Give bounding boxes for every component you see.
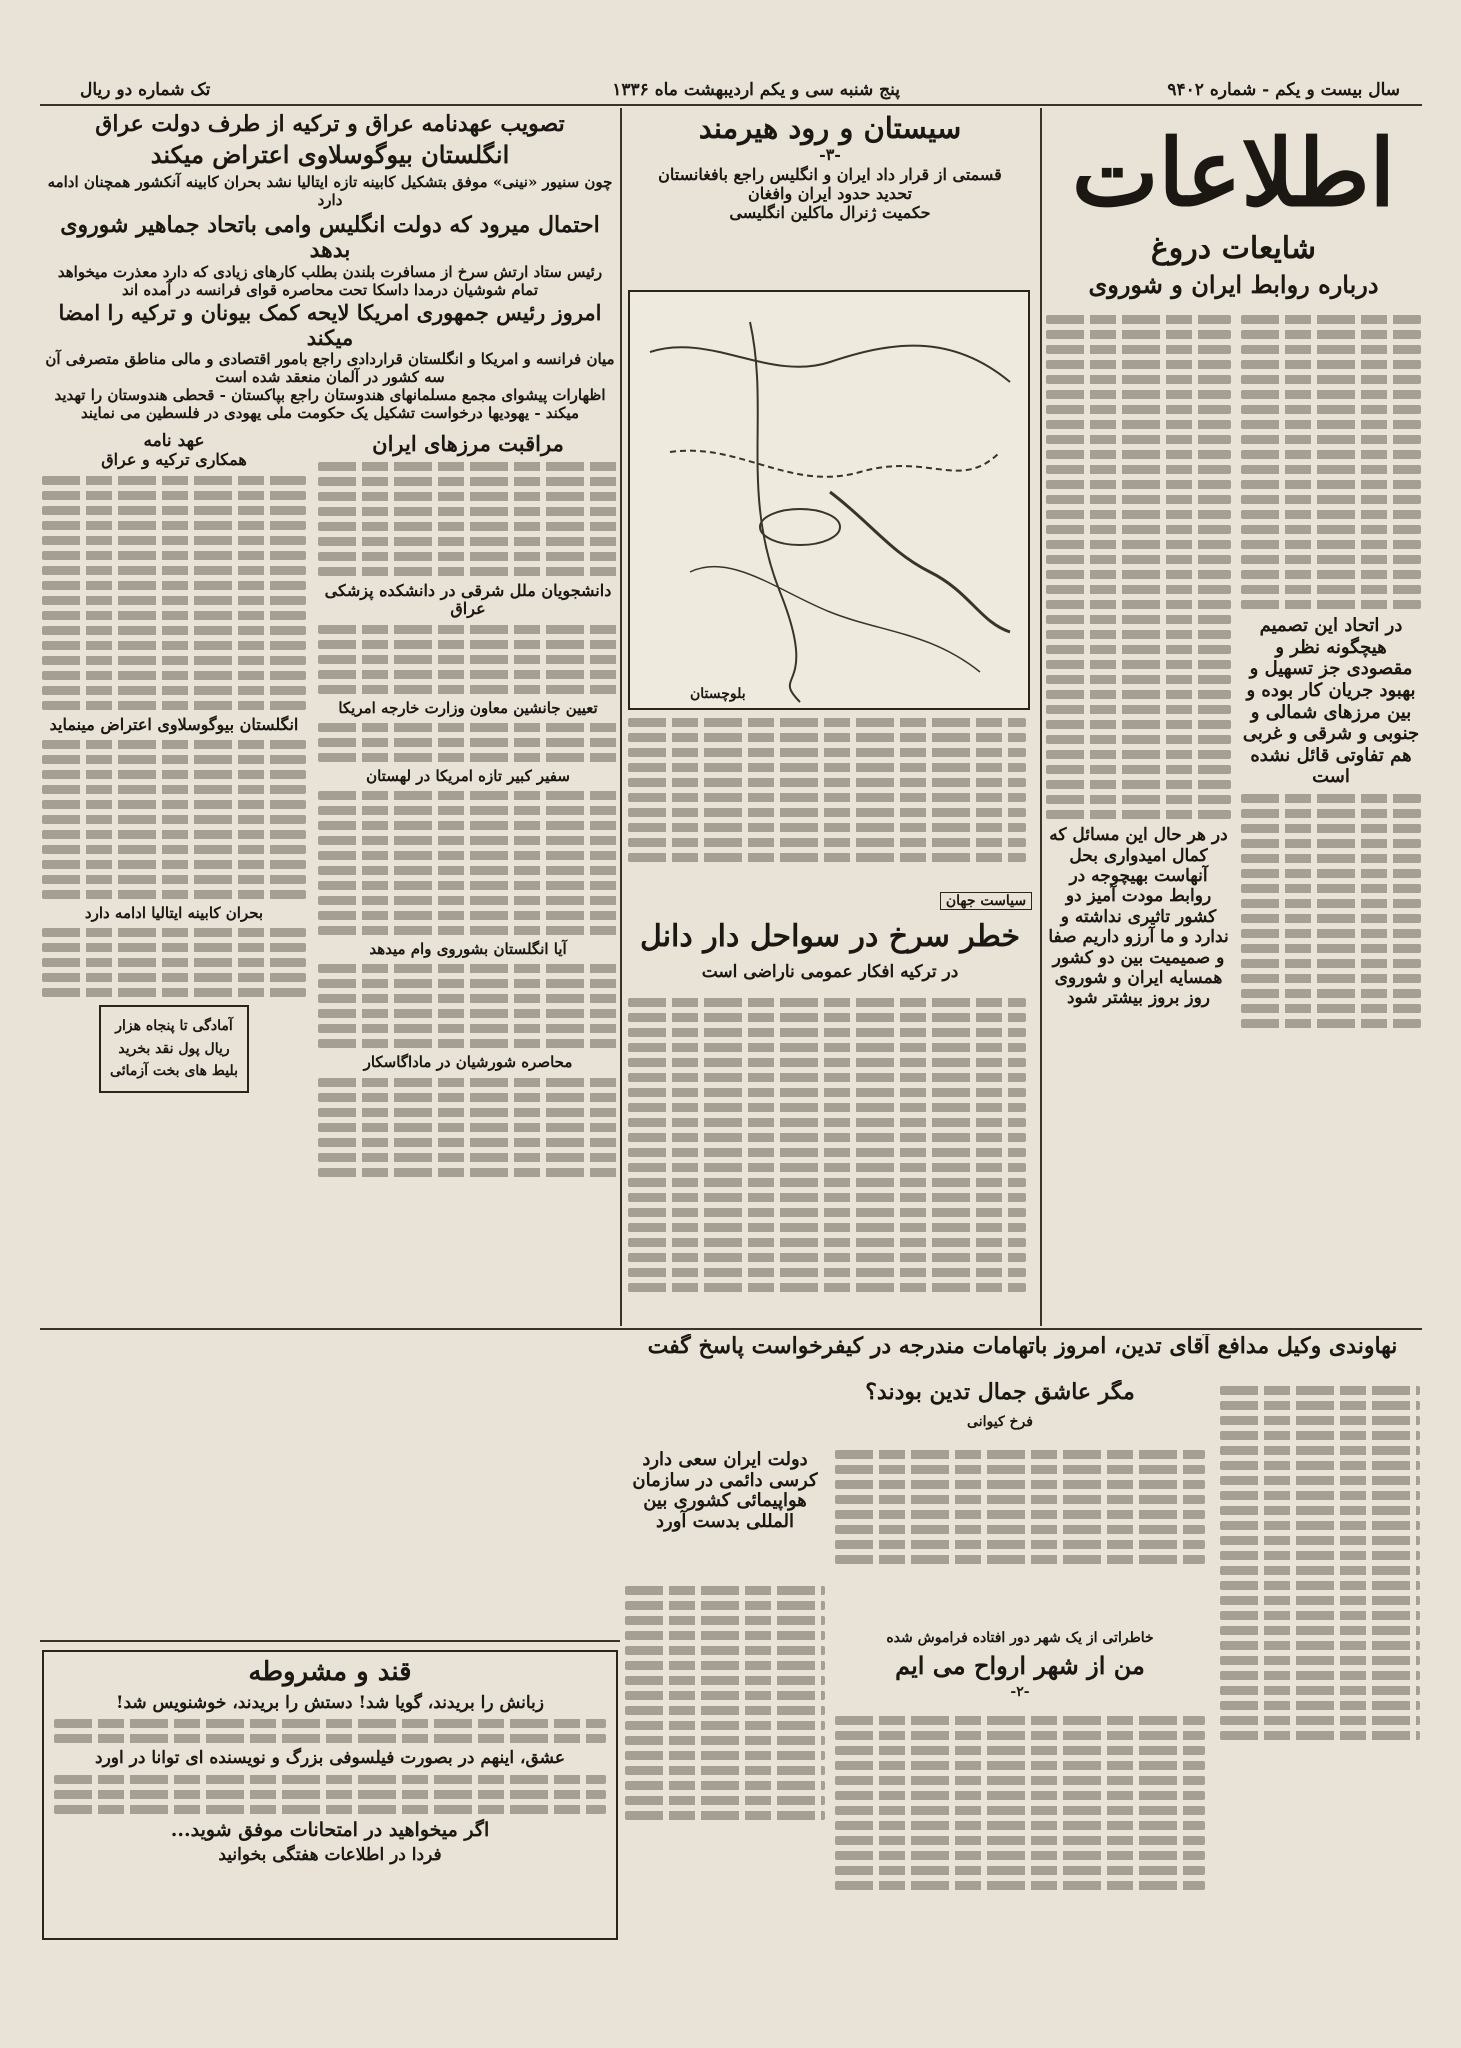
treaty-subheading: همکاری ترکیه و عراق <box>101 450 247 470</box>
issue-price: تک شماره دو ریال <box>80 80 211 100</box>
sistan-article <box>622 112 1038 1322</box>
italy-cabinet-subhead: چون سنیور «نینی» موفق بتشکیل کابینه تازه ایتالیا نشد بحران کابینه آنکشور همچنان ادامه دارد <box>47 172 613 209</box>
city-kicker: خاطراتی از یک شهر دور افتاده فراموش شده <box>886 1630 1154 1646</box>
rumors-bold-passage-2: در هر حال این مسائل که کمال امیدواری بحل آنهاست بهیچوجه در روابط مودت آمیز دو کشور تاثیری نداشته و ندارد و ما آرزو داریم صفا و صمیمیت بین دو کشور همسایه ایران و شوروی روز بروز بیشتر شود <box>1048 825 1229 1009</box>
iran-borders-heading: مراقبت مرزهای ایران <box>372 430 564 456</box>
aviation-headline: دولت ایران سعی دارد کرسی دائمی در سازمان هواپیمائی کشوری بین المللی بدست آورد <box>632 1449 818 1533</box>
sistan-map <box>628 290 1030 710</box>
italy-crisis-heading: بحران کابینه ایتالیا ادامه دارد <box>84 904 264 923</box>
promo-line-3: اگر میخواهید در امتحانات موفق شوید... <box>170 1818 490 1841</box>
sistan-headline: سیستان و رود هیرمند <box>698 112 962 145</box>
tadayon-band-headline: نهاوندی وکیل مدافع آقای تدین، امروز باتهامات مندرجه در کیفرخواست پاسخ گفت <box>647 1334 1398 1359</box>
world-headline: خطر سرخ در سواحل دار دانل <box>639 919 1020 954</box>
india-palestine-subhead: اظهارات پیشوای مجمع مسلمانهای هندوستان راجع بپاکستان - قحطی هندوستان را تهدید میکند - یهودیها درخواست تشکیل یک حکومت ملی یهودی در فلسطین می نمایند <box>54 385 606 422</box>
promo-title: قند و مشروطه <box>248 1657 412 1687</box>
city-part: -۲- <box>1010 1684 1030 1700</box>
promo-footer: فردا در اطلاعات هفتگی بخوانید <box>218 1844 442 1865</box>
year-issue: سال بیست و یکم - شماره ۹۴۰۲ <box>1167 80 1400 100</box>
lottery-ad: آمادگی تا پنجاه هزار ریال پول نقد بخرید بلیط های بخت آزمائی <box>99 1005 249 1092</box>
rumors-bold-passage: در اتحاد این تصمیم هیچگونه نظر و مقصودی جز تسهیل و بهبود جریان کار بوده و بین مرزهای شمالی و جنوبی و شرقی و غربی هم تفاوتی قائل نشده است <box>1242 615 1420 788</box>
masthead <box>1046 118 1421 228</box>
world-section-label: سیاست جهان <box>940 892 1032 910</box>
issue-date: پنج شنبه سی و یکم اردیبهشت ماه ۱۳۳۶ <box>612 80 900 100</box>
germany-agreement-subhead: میان فرانسه و امریکا و انگلستان قراردادی راجع بامور اقتصادی و مالی مناطق متصرفی آن سه کشور در آلمان منعقد شده است <box>45 349 615 386</box>
promo-line-1: زبانش را بریدند، گویا شد! دستش را بریدند، خوشنویس شد! <box>116 1692 544 1713</box>
truman-aid-headline: امروز رئیس جمهوری امریکا لایحه کمک بیونان و ترکیه را امضا میکند <box>58 300 602 350</box>
news-column <box>42 112 618 1324</box>
treaty-heading: عهد نامه <box>143 430 205 451</box>
red-army-subhead: رئیس ستاد ارتش سرخ از مسافرت بلندن بطلب کارهای زیادی که دارد معذرت میخواهد <box>57 263 603 282</box>
world-subhead: در ترکیه افکار عمومی ناراضی است <box>701 962 959 982</box>
weekly-promo <box>42 1650 618 1940</box>
city-headline: من از شهر ارواح می ایم <box>895 1651 1145 1680</box>
poland-ambassador-heading: سفیر کبیر تازه امریکا در لهستان <box>366 766 570 785</box>
promo-line-2: عشق، اینهم در بصورت فیلسوفی بزرگ و نویسنده ای توانا در اورد <box>95 1748 565 1769</box>
uk-yugoslavia-headline: انگلستان بیوگوسلاوی اعتراض میکند <box>150 140 510 170</box>
sistan-sub2: تحدید حدود ایران وافغان <box>748 183 912 203</box>
love-headline: مگر عاشق جمال تدین بودند؟ <box>865 1380 1135 1405</box>
sistan-sub1: قسمتی از قرار داد ایران و انگلیس راجع بافغانستان <box>658 164 1002 184</box>
tadayon-section <box>625 1380 1420 1940</box>
love-author: فرخ کیوانی <box>967 1414 1033 1430</box>
rumors-article <box>1046 232 1421 1322</box>
rumors-headline: شایعات دروغ <box>1150 232 1317 266</box>
rebels-subhead: تمام شوشیان درمدا داسکا تحت محاصره قوای فرانسه در آمده اند <box>121 281 539 300</box>
uk-ussr-loan-heading: آیا انگلستان بشوروی وام میدهد <box>369 940 567 959</box>
sistan-sub3: حکمیت ژنرال ماکلین انگلیسی <box>729 202 931 222</box>
map-label: بلوچستان <box>690 686 746 702</box>
uk-yugoslavia-heading: انگلستان بیوگوسلاوی اعتراض مینماید <box>49 714 299 734</box>
us-deputy-heading: تعیین جانشین معاون وزارت خارجه امریکا <box>338 698 598 717</box>
iraq-turkey-headline: تصویب عهدنامه عراق و ترکیه از طرف دولت عراق <box>95 112 565 137</box>
map-drawing <box>630 292 1028 708</box>
sistan-part: -۳- <box>819 145 841 165</box>
tadayon-band <box>625 1334 1420 1374</box>
rumors-subhead: درباره روابط ایران و شوروی <box>1088 269 1379 299</box>
madagascar-heading: محاصره شورشیان در ماداگاسکار <box>363 1053 573 1072</box>
students-heading: دانشجویان ملل شرقی در دانشکده پزشکی عراق <box>324 580 612 619</box>
uk-loan-headline: احتمال میرود که دولت انگلیس وامی باتحاد جماهیر شوروی بدهد <box>60 211 600 264</box>
masthead-logo: اطلاعات <box>1071 119 1396 227</box>
